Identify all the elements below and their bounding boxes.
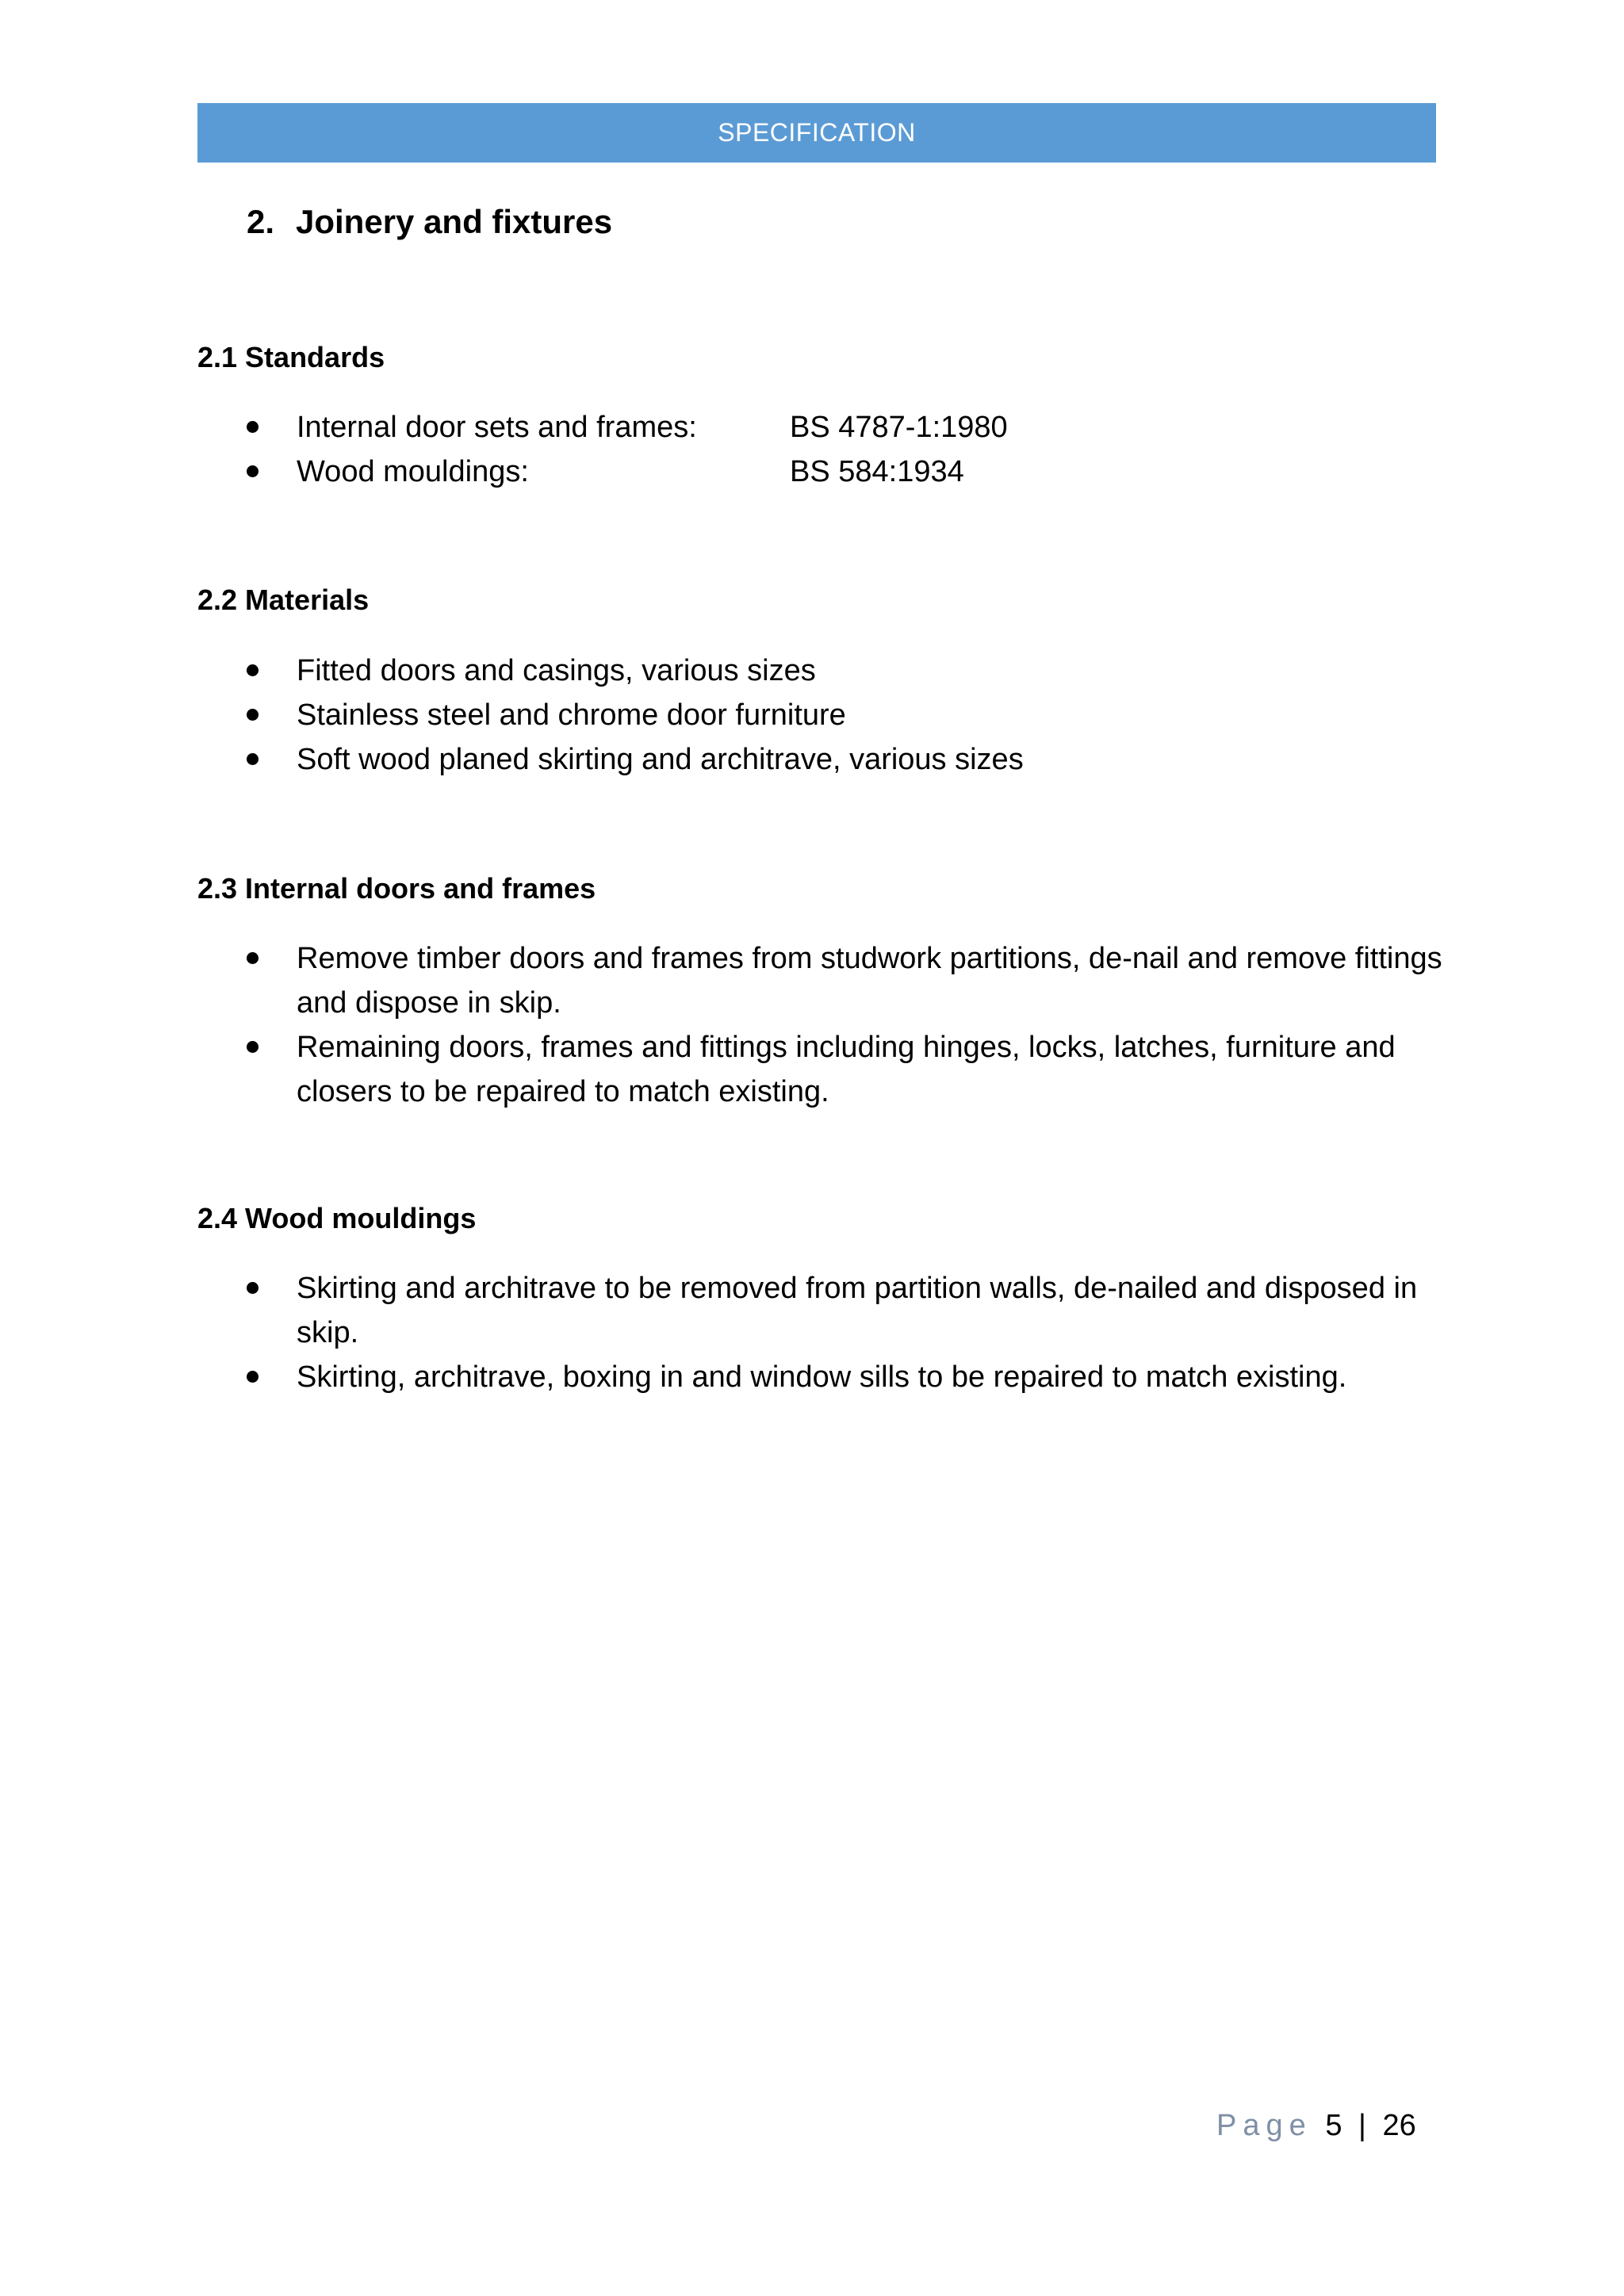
bullet-icon [247,1041,259,1053]
section-heading-internal-doors: 2.3 Internal doors and frames [197,872,596,905]
bullet-icon [247,952,259,964]
page-separator: | [1358,2109,1366,2142]
list-item [247,936,1452,1025]
list-item-text: Remove timber doors and frames from studwork partitions, de-nail and remove fittings and dispose in skip. [297,942,1442,1020]
list-item [247,1355,1452,1399]
list-item [247,737,1452,782]
header-band [197,103,1436,163]
wood-mouldings-list [247,1266,1452,1399]
bullet-icon [247,465,259,477]
list-item [247,1266,1452,1355]
bullet-icon [247,753,259,765]
standard-value: BS 584:1934 [790,455,964,488]
header-title: SPECIFICATION [718,118,916,147]
standards-list [247,405,1452,494]
chapter-title-text: Joinery and fixtures [296,203,613,240]
list-item-text: Skirting and architrave to be removed from partition walls, de-nailed and disposed in skip. [297,1272,1418,1349]
list-item [247,450,1452,494]
standard-value: BS 4787-1:1980 [790,411,1008,444]
internal-doors-list [247,936,1452,1114]
bullet-icon [247,664,259,676]
list-item [247,405,1452,450]
page-footer [1216,2109,1416,2143]
page-current: 5 [1325,2109,1342,2142]
list-item-text: Skirting, architrave, boxing in and window sills to be repaired to match existing. [297,1360,1347,1394]
chapter-number: 2. [247,203,275,240]
list-item [247,693,1452,737]
list-item-text: Fitted doors and casings, various sizes [297,654,816,687]
section-heading-materials: 2.2 Materials [197,584,370,616]
list-item-text: Soft wood planed skirting and architrave, various sizes [297,743,1024,776]
page-word: Page [1216,2109,1312,2142]
bullet-icon [247,421,259,433]
bullet-icon [247,1371,259,1383]
standard-term: Wood mouldings: [297,455,529,488]
list-item-text: Stainless steel and chrome door furniture [297,698,846,732]
page-total: 26 [1382,2109,1416,2142]
list-item-text: Remaining doors, frames and fittings including hinges, locks, latches, furniture and closers to be repaired to match existing. [297,1031,1396,1108]
materials-list [247,649,1452,782]
section-heading-wood-mouldings: 2.4 Wood mouldings [197,1202,477,1234]
bullet-icon [247,709,259,721]
list-item [247,1025,1452,1114]
chapter-title [247,203,612,241]
section-heading-standards: 2.1 Standards [197,341,385,373]
standard-term: Internal door sets and frames: [297,411,697,444]
bullet-icon [247,1282,259,1294]
list-item [247,649,1452,693]
